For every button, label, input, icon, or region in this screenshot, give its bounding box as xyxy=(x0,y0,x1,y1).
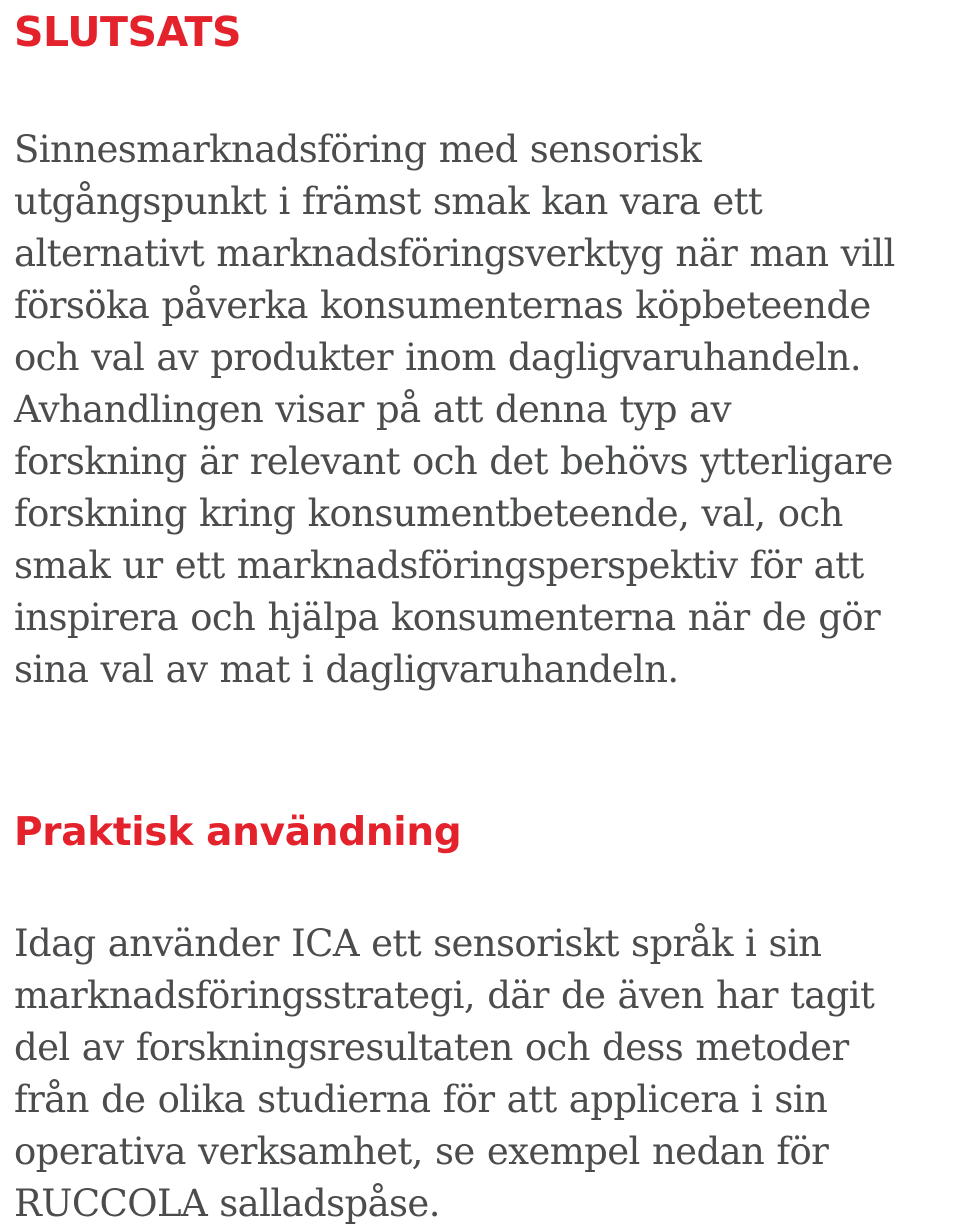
paragraph-line: och val av produkter inom dagligvaruhandeln. xyxy=(14,336,862,379)
paragraph-line: smak ur ett marknadsföringsperspektiv för att xyxy=(14,544,864,587)
paragraph-line: försöka påverka konsumenternas köpbeteende xyxy=(14,284,871,327)
paragraph-line: alternativt marknadsföringsverktyg när man vill xyxy=(14,232,895,275)
subsection-title: Praktisk användning xyxy=(14,810,462,855)
paragraph-line: forskning är relevant och det behövs ytterligare xyxy=(14,440,893,483)
paragraph-line: del av forskningsresultaten och dess metoder xyxy=(14,1026,849,1069)
paragraph-line: inspirera och hjälpa konsumenterna när de gör xyxy=(14,596,881,639)
paragraph-line: utgångspunkt i främst smak kan vara ett xyxy=(14,180,763,223)
paragraph-line: Avhandlingen visar på att denna typ av xyxy=(14,388,731,431)
paragraph-line: RUCCOLA salladspåse. xyxy=(14,1182,440,1225)
paragraph-line: från de olika studierna för att applicera i sin xyxy=(14,1078,828,1121)
paragraph-line: Sinnesmarknadsföring med sensorisk xyxy=(14,128,702,171)
section-title: SLUTSATS xyxy=(14,8,242,56)
paragraph-line: sina val av mat i dagligvaruhandeln. xyxy=(14,648,679,691)
conclusion-paragraph xyxy=(14,124,954,696)
paragraph-line: Idag använder ICA ett sensoriskt språk i sin xyxy=(14,922,822,965)
paragraph-line: forskning kring konsumentbeteende, val, och xyxy=(14,492,843,535)
paragraph-line: operativa verksamhet, se exempel nedan för xyxy=(14,1130,829,1173)
paragraph-line: marknadsföringsstrategi, där de även har tagit xyxy=(14,974,875,1017)
practical-use-paragraph xyxy=(14,918,954,1230)
